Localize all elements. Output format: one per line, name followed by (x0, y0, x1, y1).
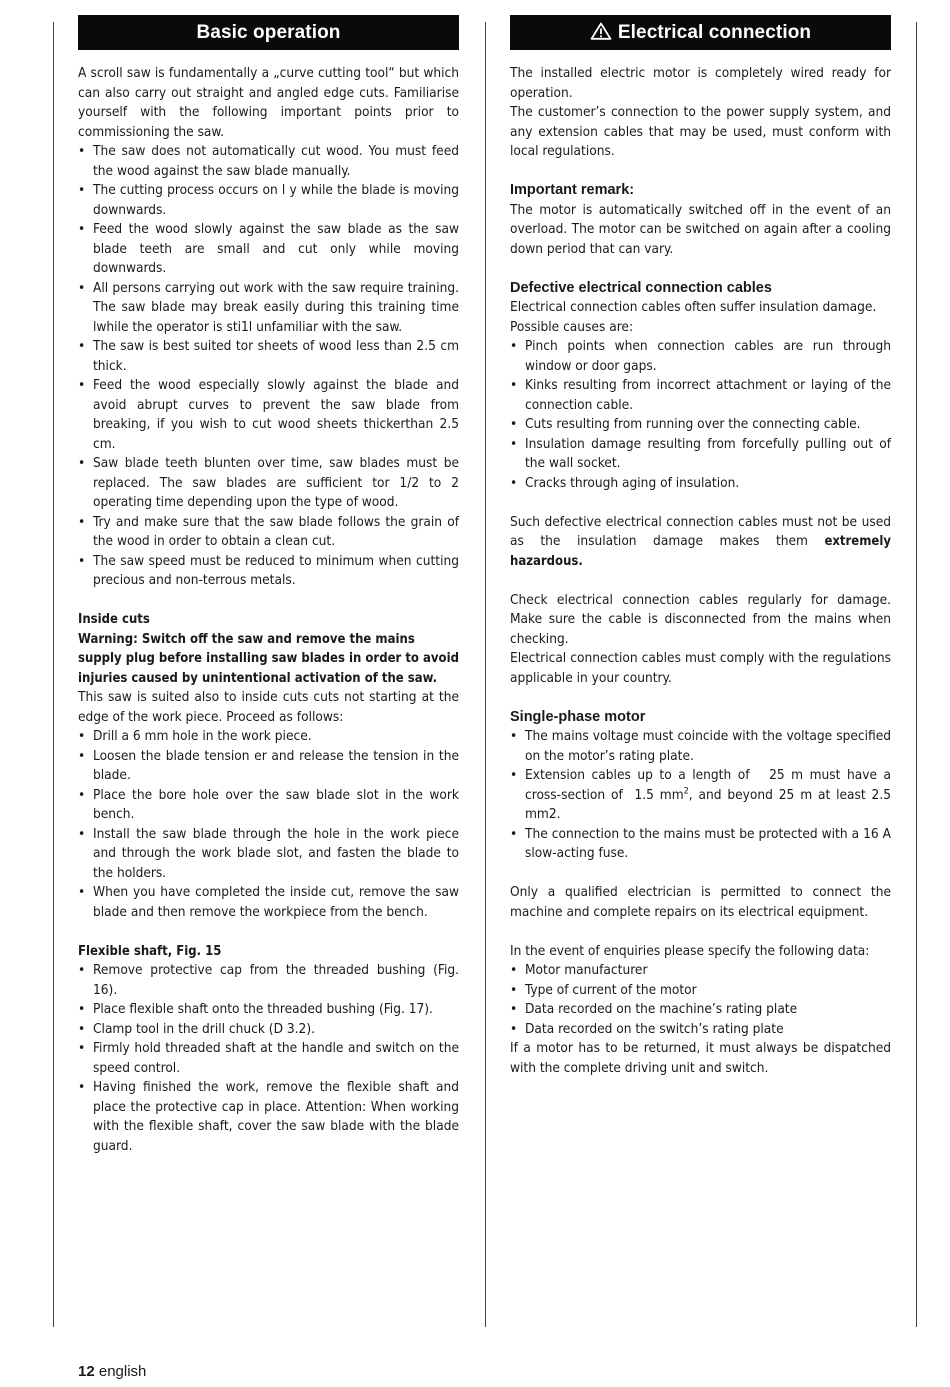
warning-triangle-icon (590, 22, 612, 40)
list-item: • Saw blade teeth blunten over time, saw blades must be replaced. The saw blades are sufficient tor 1/2 to 2 operating time depending upon the type of wood. (78, 454, 459, 513)
hazard-warning-text: Such defective electrical connection cables must not be used as the insulation damage makes them (510, 513, 891, 549)
inside-cuts-intro: This saw is suited also to inside cuts cuts not starting at the edge of the work piece. Proceed as follows: (78, 689, 459, 725)
column-divider-rule (485, 22, 486, 1327)
list-item: • The saw is best suited tor sheets of wood less than 2.5 cm thick. (78, 337, 459, 376)
electrical-intro-1: The installed electric motor is completely wired ready for operation. (510, 65, 891, 101)
left-column (78, 15, 459, 1156)
inside-cuts-heading: Inside cuts (78, 612, 150, 627)
single-phase-heading: Single-phase motor (510, 708, 646, 725)
footer-language: english (98, 1363, 147, 1380)
superscript: 2 (683, 785, 689, 796)
list-item: • The mains voltage must coincide with the voltage specified on the motor’s rating plate. (510, 727, 891, 766)
possible-causes-label: Possible causes are: (510, 318, 634, 335)
list-item: • Place the bore hole over the saw blade slot in the work bench. (78, 786, 459, 825)
check-cables-text: Check electrical connection cables regularly for damage. Make sure the cable is disconnected from the mains when checking. (510, 591, 891, 647)
right-column (510, 15, 891, 1078)
list-item: • Insulation damage resulting from forcefully pulling out of the wall socket. (510, 435, 891, 474)
important-remark-heading: Important remark: (510, 182, 635, 198)
list-item: • Clamp tool in the drill chuck (D 3.2). (78, 1020, 459, 1040)
right-margin-rule (916, 22, 917, 1327)
list-item: • Place flexible shaft onto the threaded bushing (Fig. 17). (78, 1000, 459, 1020)
single-phase-list (510, 727, 891, 864)
list-item: • The saw does not automatically cut wood. You must feed the wood against the saw blade manually. (78, 142, 459, 181)
list-item: • Try and make sure that the saw blade follows the grain of the wood in order to obtain a clean cut. (78, 513, 459, 552)
enquiries-intro: In the event of enquiries please specify the following data: (510, 942, 870, 959)
flexible-shaft-list (78, 961, 459, 1156)
list-item: • Cuts resulting from running over the connecting cable. (510, 415, 891, 435)
enquiries-list (510, 961, 891, 1039)
list-item: • Cracks through aging of insulation. (510, 474, 891, 494)
list-item: • Drill a 6 mm hole in the work piece. (78, 727, 459, 747)
list-item: • When you have completed the inside cut, remove the saw blade and then remove the workpiece from the bench. (78, 883, 459, 922)
defective-cables-heading: Defective electrical connection cables (510, 279, 772, 296)
section-heading-basic-operation (78, 15, 459, 50)
hazard-warning-bold: extremely hazardous. (510, 534, 891, 569)
list-item: • Type of current of the motor (510, 981, 891, 1001)
heading-text: Electrical connection (617, 22, 812, 43)
important-remark-text: The motor is automatically switched off in the event of an overload. The motor can be switched on again after a cooling down period that can vary. (510, 201, 891, 257)
list-item: • Kinks resulting from incorrect attachment or laying of the connection cable. (510, 376, 891, 415)
page-number: 12 (78, 1363, 95, 1380)
list-item-text: , and beyond 25 m at least 2.5 mm2. (525, 786, 891, 822)
list-item: • Having finished the work, remove the flexible shaft and place the protective cap in place. Attention: When working with the flexible shaft, cover the saw blade with the blade guard. (78, 1078, 459, 1156)
list-item: • Motor manufacturer (510, 961, 891, 981)
hazard-warning-paragraph (510, 513, 891, 572)
list-item: • Data recorded on the switch’s rating plate (510, 1020, 891, 1040)
list-item: • Feed the wood especially slowly against the blade and avoid abrupt curves to prevent the saw blade from breaking, if you wish to cut wood sheets thickerthan 2.5 cm. (78, 376, 459, 454)
heading-text: Basic operation (196, 22, 341, 43)
page-footer (78, 1362, 146, 1382)
intro-paragraph: A scroll saw is fundamentally a „curve cutting tool“ but which can also carry out straight and angled edge cuts. Familiarise yourself with the following important points prior to commissioning the saw. (78, 65, 459, 140)
list-item (510, 766, 891, 825)
list-item: • All persons carrying out work with the saw require training. The saw blade may break easily during this training time lwhile the operator is sti1l unfamiliar with the saw. (78, 279, 459, 338)
list-item: • Pinch points when connection cables are run through window or door gaps. (510, 337, 891, 376)
defective-cables-text: Electrical connection cables often suffer insulation damage. (510, 299, 877, 315)
basic-operation-list (78, 142, 459, 591)
list-item: • The saw speed must be reduced to minimum when cutting precious and non-terrous metals. (78, 552, 459, 591)
possible-causes-list (510, 337, 891, 493)
inside-cuts-warning: Warning: Switch off the saw and remove the mains supply plug before installing saw blades in order to avoid injuries caused by unintentional activation of the saw. (78, 631, 459, 686)
list-item: • Remove protective cap from the threaded bushing (Fig. 16). (78, 961, 459, 1000)
list-item: • The cutting process occurs on l y while the blade is moving downwards. (78, 181, 459, 220)
motor-return-text: If a motor has to be returned, it must always be dispatched with the complete driving unit and switch. (510, 1040, 891, 1076)
list-item: • Firmly hold threaded shaft at the handle and switch on the speed control. (78, 1039, 459, 1078)
list-item: • Feed the wood slowly against the saw blade as the saw blade teeth are small and cut only while moving downwards. (78, 220, 459, 279)
list-item: • Data recorded on the machine’s rating plate (510, 1000, 891, 1020)
list-item: • Loosen the blade tension er and release the tension in the blade. (78, 747, 459, 786)
list-item-text: Extension cables up to a length of 25 m must have a cross-section of 1.5 mm (525, 767, 891, 803)
qualified-electrician-text: Only a qualified electrician is permitted to connect the machine and complete repairs on its electrical equipment. (510, 884, 891, 920)
electrical-intro-2: The customer’s connection to the power supply system, and any extension cables that may be used, must conform with local regulations. (510, 104, 891, 159)
flexible-shaft-heading: Flexible shaft, Fig. 15 (78, 943, 222, 959)
list-item: • The connection to the mains must be protected with a 16 A slow-acting fuse. (510, 825, 891, 864)
regulations-text: Electrical connection cables must comply with the regulations applicable in your country. (510, 650, 891, 686)
inside-cuts-list (78, 727, 459, 922)
section-heading-electrical-connection (510, 15, 891, 50)
left-margin-rule (53, 22, 54, 1327)
list-item: • Install the saw blade through the hole in the work piece and through the work blade slot, and fasten the blade to the holders. (78, 825, 459, 884)
